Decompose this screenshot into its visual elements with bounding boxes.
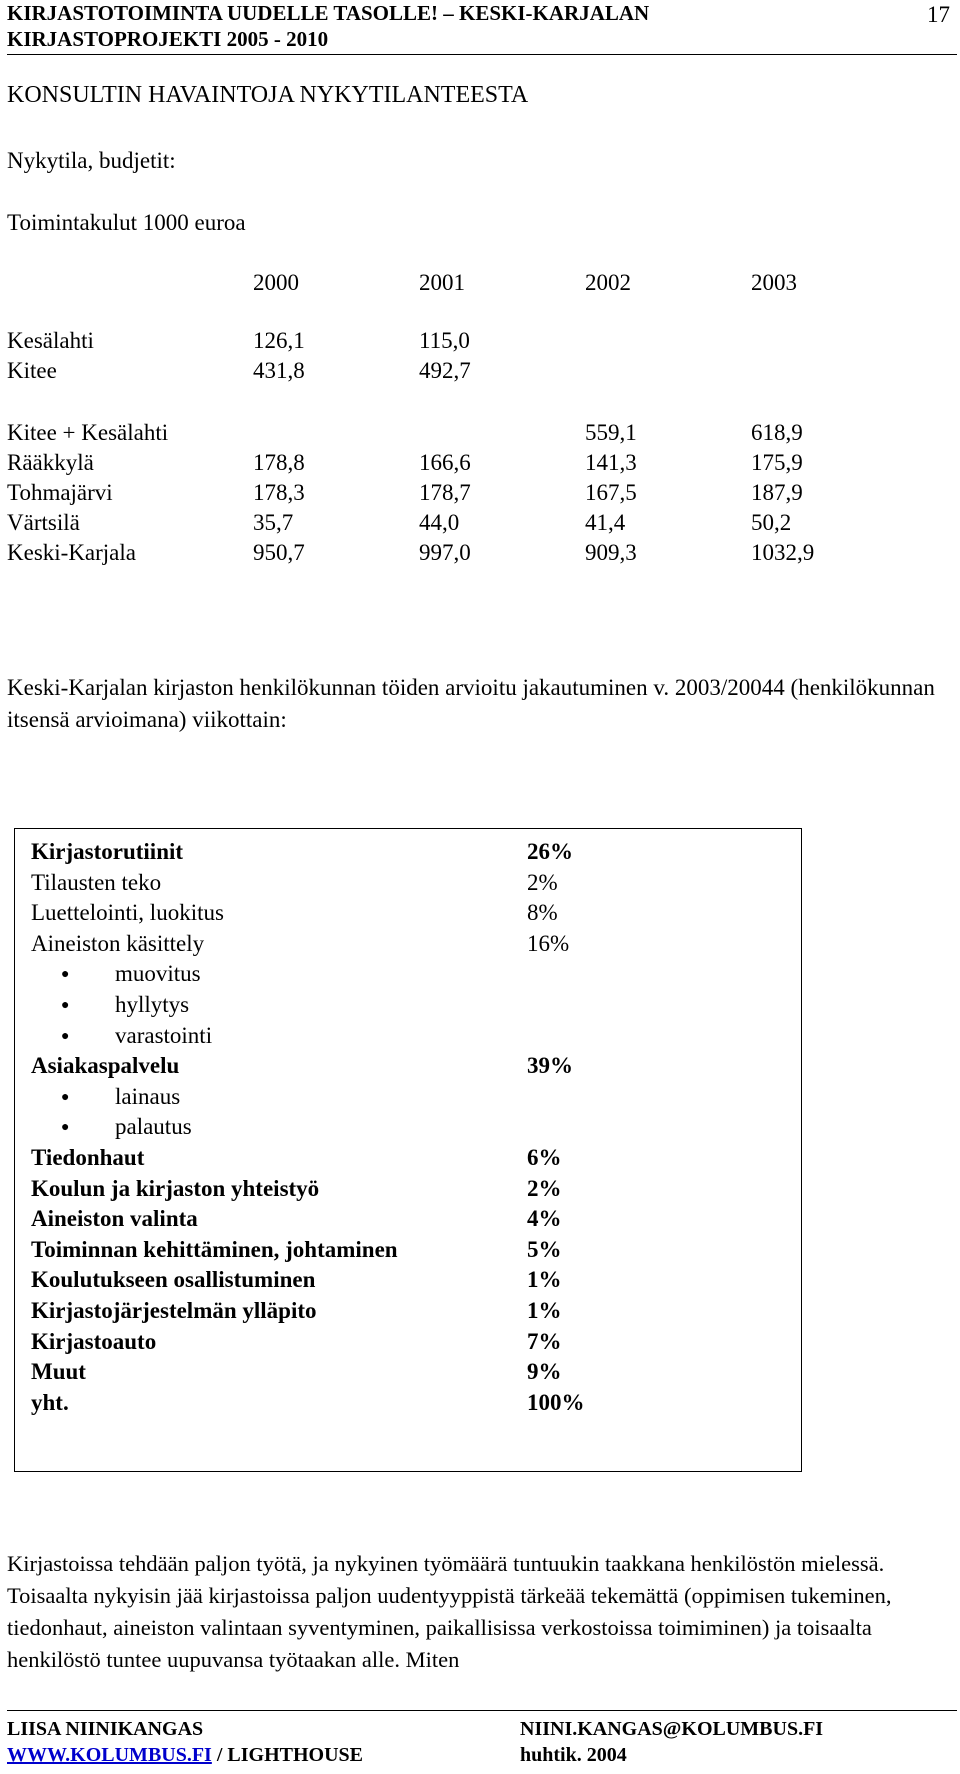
row-label: Rääkkylä (7, 450, 94, 475)
bullet-icon: ● (61, 998, 70, 1013)
table-cell: 431,8 (253, 358, 305, 383)
distribution-item-percent: 100% (527, 1389, 585, 1415)
table-cell: 44,0 (419, 510, 460, 535)
distribution-item-label: varastointi (115, 1022, 213, 1048)
row-label: Värtsilä (7, 510, 80, 535)
distribution-item-percent: 39% (527, 1053, 573, 1079)
distribution-item (31, 1267, 562, 1298)
distribution-item (31, 1145, 562, 1176)
table-cell: 166,6 (419, 450, 471, 475)
table-cell: 492,7 (419, 358, 471, 383)
distribution-item-percent: 1% (527, 1267, 562, 1293)
distribution-item-label: Aineiston valinta (31, 1206, 198, 1232)
distribution-item-percent: 5% (527, 1236, 562, 1262)
footer-website-line (7, 1744, 363, 1767)
bullet-icon: ● (61, 967, 70, 983)
table-cell: 167,5 (585, 480, 637, 505)
distribution-item-label: Tiedonhaut (31, 1145, 145, 1170)
distribution-item (31, 1236, 562, 1268)
distribution-item-label: Toiminnan kehittäminen, johtaminen (31, 1236, 398, 1262)
distribution-item (31, 1328, 562, 1360)
table-cell: 141,3 (585, 450, 637, 475)
footer-website-link[interactable]: WWW.KOLUMBUS.FI (7, 1744, 212, 1766)
distribution-item-label: Kirjastojärjestelmän ylläpito (31, 1298, 317, 1323)
distribution-item-label: Kirjastorutiinit (31, 839, 184, 864)
page-number: 17 (927, 2, 950, 27)
distribution-item-percent: 9% (527, 1359, 562, 1385)
header-title-line1: KIRJASTOTOIMINTA UUDELLE TASOLLE! – KESKI-KARJALAN (7, 1, 650, 25)
distribution-item-percent: 2% (527, 869, 558, 895)
year-header: 2001 (419, 270, 465, 295)
distribution-box (14, 828, 802, 1472)
distribution-item-label: palautus (115, 1114, 192, 1140)
distribution-item-label: Asiakaspalvelu (31, 1053, 180, 1079)
table-cell: 175,9 (751, 450, 803, 475)
footer-date: huhtik. 2004 (520, 1744, 627, 1766)
row-label: Tohmajärvi (7, 480, 113, 505)
distribution-item-percent: 2% (527, 1175, 562, 1201)
footer-rule (7, 1710, 957, 1711)
year-header: 2003 (751, 270, 797, 295)
footer-author: LIISA NIINIKANGAS (7, 1718, 204, 1740)
section-heading: KONSULTIN HAVAINTOJA NYKYTILANTEESTA (7, 82, 529, 108)
distribution-item (31, 869, 558, 901)
distribution-item (31, 930, 570, 962)
distribution-item-percent: 8% (527, 900, 558, 926)
table-cell: 35,7 (253, 510, 294, 535)
header-rule (7, 54, 957, 55)
table-cell: 187,9 (751, 480, 803, 505)
distribution-item-percent: 7% (527, 1328, 562, 1354)
distribution-item-label: muovitus (115, 961, 201, 987)
distribution-item-percent: 4% (527, 1206, 562, 1232)
distribution-item (31, 1298, 562, 1329)
distribution-item-label: Koulutukseen osallistuminen (31, 1267, 316, 1293)
table-cell: 50,2 (751, 510, 792, 535)
distribution-item (31, 900, 558, 931)
body-paragraph: Kirjastoissa tehdään paljon työtä, ja nykyinen työmäärä tuntuukin taakkana henkilöstön mielessä. Toisaalta nykyisin jää kirjastoissa paljon uudentyyppistä tärkeää tekemättä (oppimisen tukeminen, tiedonhaut, aineiston valintaan syventyminen, paikallisissa verkostoissa toimiminen) ja toisaalta henkilöstö tuntee uupuvansa työtaakan alle. Miten (7, 1551, 892, 1672)
subsection-heading: Nykytila, budjetit: (7, 148, 176, 173)
bullet-icon: ● (61, 1028, 70, 1044)
table-cell: 950,7 (253, 540, 305, 565)
row-label: Kitee + Kesälahti (7, 420, 169, 445)
distribution-item (31, 1359, 562, 1390)
distribution-item (31, 1175, 562, 1207)
row-label: Kitee (7, 358, 57, 383)
table-cell: 115,0 (419, 328, 470, 353)
distribution-item-label: Tilausten teko (31, 869, 162, 895)
table-cell: 559,1 (585, 420, 637, 445)
distribution-item (31, 1053, 573, 1084)
distribution-item-label: Koulun ja kirjaston yhteistyö (31, 1175, 320, 1201)
year-header: 2002 (585, 270, 631, 295)
footer-email: NIINI.KANGAS@KOLUMBUS.FI (520, 1718, 824, 1740)
distribution-item (31, 839, 573, 870)
table-cell: 178,3 (253, 480, 305, 505)
table-cell: 178,8 (253, 450, 305, 475)
distribution-item-percent: 6% (527, 1145, 562, 1170)
row-label: Kesälahti (7, 328, 94, 353)
table-caption: Toimintakulut 1000 euroa (7, 210, 246, 235)
distribution-item (31, 1389, 585, 1421)
table-cell: 178,7 (419, 480, 471, 505)
table-cell: 126,1 (253, 328, 305, 353)
distribution-item-percent: 1% (527, 1298, 562, 1323)
distribution-item-label: Aineiston käsittely (31, 930, 205, 956)
bullet-icon: ● (61, 1089, 70, 1105)
distribution-item-percent: 26% (527, 839, 573, 864)
table-cell: 618,9 (751, 420, 803, 445)
distribution-item-label: lainaus (115, 1083, 181, 1109)
distribution-item-label: Kirjastoauto (31, 1328, 157, 1354)
table-cell: 1032,9 (751, 540, 815, 565)
footer-website-suffix: / LIGHTHOUSE (211, 1744, 363, 1766)
distribution-item-label: Muut (31, 1359, 86, 1385)
year-header: 2000 (253, 270, 299, 295)
distribution-item-label: hyllytys (115, 992, 190, 1017)
row-label: Keski-Karjala (7, 540, 136, 565)
distribution-heading: Keski-Karjalan kirjaston henkilökunnan töiden arvioitu jakautuminen v. 2003/20044 (henkilökunnan itsensä arvioimana) viikottain: (7, 675, 935, 732)
table-cell: 909,3 (585, 540, 637, 565)
header-title-line2: KIRJASTOPROJEKTI 2005 - 2010 (7, 27, 329, 51)
distribution-item-label: Luettelointi, luokitus (31, 900, 224, 926)
table-cell: 41,4 (585, 510, 626, 535)
table-cell: 997,0 (419, 540, 471, 565)
bullet-icon: ● (61, 1120, 70, 1136)
distribution-item (31, 1206, 562, 1237)
distribution-item-label: yht. (31, 1389, 69, 1415)
distribution-item-percent: 16% (527, 930, 570, 956)
